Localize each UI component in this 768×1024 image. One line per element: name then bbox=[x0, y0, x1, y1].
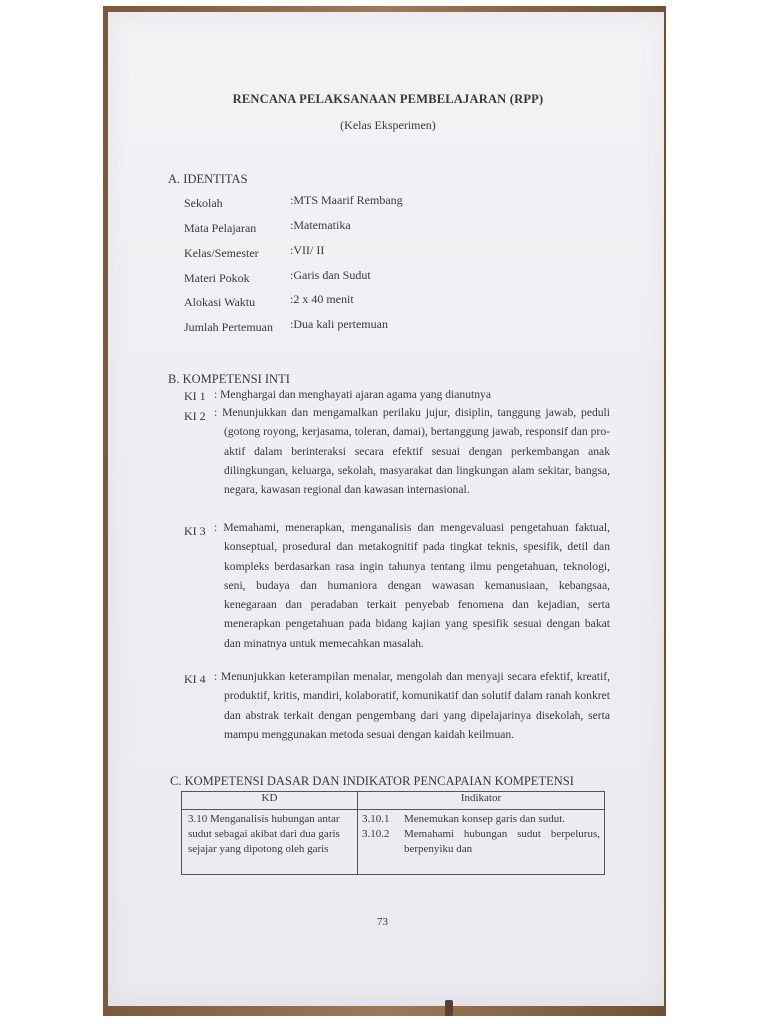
identity-label: Kelas/Semester bbox=[184, 246, 259, 260]
identity-value: :Garis dan Sudut bbox=[290, 268, 371, 282]
indicator-code: 3.10.2 bbox=[362, 828, 390, 840]
indicator-item bbox=[362, 827, 600, 857]
table-header-indicator: Indikator bbox=[358, 792, 605, 810]
binder-clip bbox=[445, 1000, 453, 1016]
identity-label: Sekolah bbox=[184, 196, 223, 210]
ki-code: KI 3 bbox=[184, 524, 206, 538]
identity-value: :Matematika bbox=[290, 218, 351, 232]
ki-code: KI 1 bbox=[184, 389, 206, 403]
kd-indicator-table bbox=[181, 791, 605, 875]
identity-value: :Dua kali pertemuan bbox=[290, 317, 388, 331]
identity-value: :MTS Maarif Rembang bbox=[290, 193, 403, 207]
ki-text: : Menunjukkan dan mengamalkan perilaku jujur, disiplin, tanggung jawab, peduli (gotong royong, kerjasama, toleran, damai), bertanggung jawab, responsif dan pro-aktif dalam berinteraksi secara efektif sesuai dengan perkembangan anak dilingkungan, keluarga, sekolah, masyarakat dan lingkungan alam sekitar, bangsa, negara, kawasan regional dan kawasan internasional. bbox=[214, 406, 610, 497]
identity-label: Mata Pelajaran bbox=[184, 221, 257, 235]
ki-text: : Memahami, menerapkan, menganalisis dan mengevaluasi pengetahuan faktual, konseptual, prosedural dan metakognitif pada tingkat teknis, spesifik, detil dan kompleks berdasarkan rasa ingin tahunya tentang ilmu pengetahuan, teknologi, seni, budaya dan humaniora dengan wawasan kemanusiaan, kebangsaa, kenegaraan dan peradaban terkait penyebab fenomena dan kejadian, serta menerapkan pengetahuan pada bidang kajian yang spesifik sesuai dengan bakat dan minatnya untuk memecahkan masalah. bbox=[214, 521, 610, 650]
table-header-kd: KD bbox=[182, 792, 358, 810]
page-number: 73 bbox=[377, 916, 388, 928]
indicator-text: Memahami hubungan sudut berpelurus, berpenyiku dan bbox=[404, 828, 600, 855]
section-b-heading: B. KOMPETENSI INTI bbox=[168, 372, 290, 386]
ki-text: : Menunjukkan keterampilan menalar, mengolah dan menyaji secara efektif, kreatif, produktif, kritis, mandiri, kolaboratif, komunikatif dan solutif dalam ranah konkret dan abstrak terkait dengan pengembang dari yang dipelajarinya disekolah, serta mampu menggunakan metoda sesuai dengan kaidah keilmuan. bbox=[214, 670, 610, 741]
identity-value: :VII/ II bbox=[290, 243, 325, 257]
doc-title: RENCANA PELAKSANAAN PEMBELAJARAN (RPP) bbox=[232, 92, 544, 106]
section-a-heading: A. IDENTITAS bbox=[168, 172, 248, 186]
identity-label: Materi Pokok bbox=[184, 271, 250, 285]
ki-code: KI 2 bbox=[184, 409, 206, 423]
ki-code: KI 4 bbox=[184, 672, 206, 686]
indicator-text: Menemukan konsep garis dan sudut. bbox=[404, 813, 565, 825]
identity-label: Jumlah Pertemuan bbox=[184, 320, 273, 334]
doc-subtitle: (Kelas Eksperimen) bbox=[340, 118, 436, 132]
identity-value: :2 x 40 menit bbox=[290, 292, 354, 306]
indicator-item bbox=[362, 812, 600, 827]
indicator-cell bbox=[358, 810, 605, 875]
kd-cell: 3.10 Menganalisis hubungan antar sudut sebagai akibat dari dua garis sejajar yang dipotong oleh garis bbox=[182, 810, 358, 875]
section-c-heading: C. KOMPETENSI DASAR DAN INDIKATOR PENCAPAIAN KOMPETENSI bbox=[170, 774, 574, 788]
indicator-code: 3.10.1 bbox=[362, 813, 390, 825]
ki-text: : Menghargai dan menghayati ajaran agama yang dianutnya bbox=[214, 388, 491, 401]
identity-label: Alokasi Waktu bbox=[184, 295, 256, 309]
